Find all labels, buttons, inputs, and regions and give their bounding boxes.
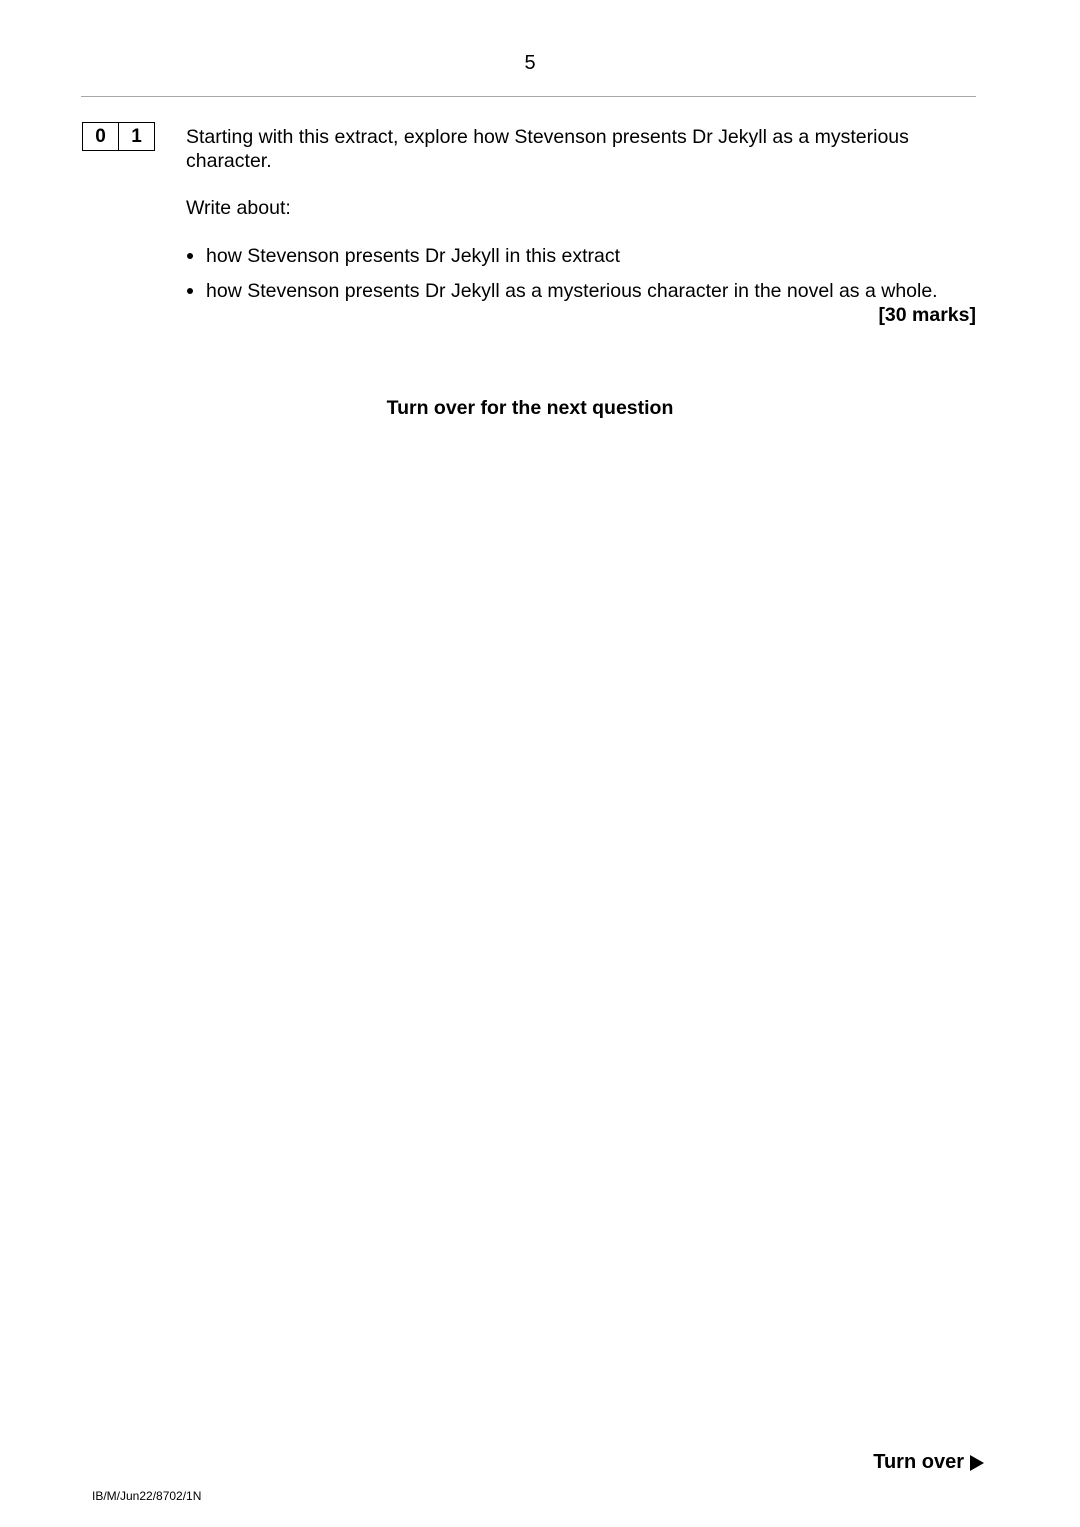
marks-label: [30 marks] (878, 304, 976, 326)
bullet-list (186, 244, 938, 314)
question-number-box (82, 122, 155, 151)
bullet-icon (187, 288, 193, 294)
turn-over-next-question: Turn over for the next question (386, 397, 674, 419)
footer-code: IB/M/Jun22/8702/1N (92, 1489, 202, 1503)
question-number-digit: 0 (95, 126, 106, 147)
page-number: 5 (524, 52, 536, 74)
question-number-digit: 1 (118, 123, 154, 150)
question-text: Starting with this extract, explore how Stevenson presents Dr Jekyll as a mysterious character. (186, 126, 909, 172)
list-item (186, 244, 938, 279)
bullet-icon (187, 253, 193, 259)
bullet-text: how Stevenson presents Dr Jekyll as a mysterious character in the novel as a whole. (206, 280, 938, 302)
turn-over-text: Turn over (873, 1451, 964, 1473)
right-triangle-icon (970, 1455, 984, 1471)
write-about-label: Write about: (186, 197, 291, 219)
header-divider (81, 96, 976, 97)
turn-over-label (873, 1451, 984, 1474)
list-item (186, 279, 938, 314)
bullet-text: how Stevenson presents Dr Jekyll in this extract (206, 245, 621, 267)
